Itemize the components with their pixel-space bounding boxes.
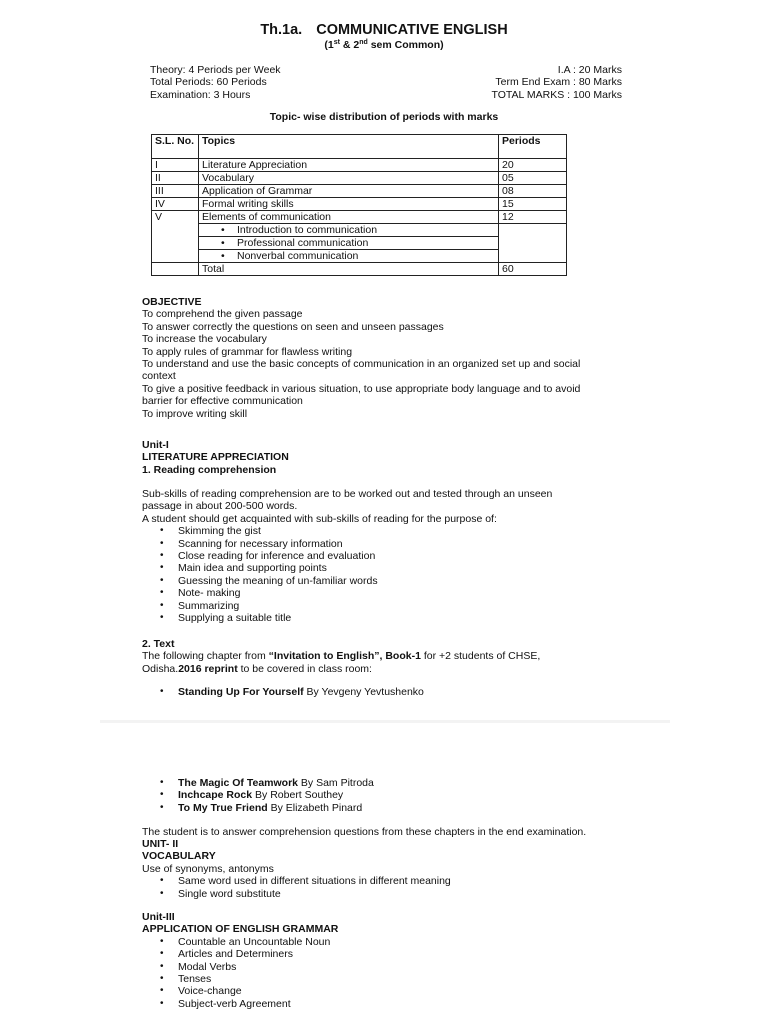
- meta-theory: Theory: 4 Periods per Week: [150, 64, 281, 76]
- list-item: • Supplying a suitable title: [160, 612, 622, 624]
- list-item: • Articles and Determiners: [160, 948, 622, 960]
- page-title: [0, 22, 768, 39]
- unit-2-title: VOCABULARY: [142, 850, 216, 863]
- list-item: • Main idea and supporting points: [160, 562, 622, 574]
- unit-2-section: [142, 838, 622, 900]
- grammar-list: [160, 936, 622, 1010]
- unit-3-label: Unit-III: [142, 911, 175, 923]
- list-item: • The Magic Of Teamwork By Sam Pitroda: [160, 777, 640, 789]
- list-item: • Modal Verbs: [160, 961, 622, 973]
- unit-2-intro: Use of synonyms, antonyms: [142, 862, 274, 875]
- meta-total-marks: TOTAL MARKS : 100 Marks: [491, 88, 622, 101]
- list-item: • Single word substitute: [160, 888, 622, 900]
- chapter-list-1: [160, 686, 640, 698]
- total-label: Total: [199, 263, 499, 276]
- page-subtitle: (1st & 2nd sem Common): [324, 39, 444, 51]
- unit-1-paragraph: Sub-skills of reading comprehension are to be worked out and tested through an unseen passage in about 200-500 words. A student should get acquainted with sub-skills of reading for the purpose of: • Skimming the gist • Scanning for necessary information • Close reading for inference and evaluation • Main idea and supporting points • Guessing the meaning of un-familiar words • Note- making • Summarizing • Supplying a suitable title: [142, 488, 622, 624]
- table-subrow: • Professional communication: [152, 237, 567, 250]
- objective-line: To answer correctly the questions on seen and unseen passages: [142, 320, 444, 333]
- list-item: • Scanning for necessary information: [160, 538, 622, 550]
- unit-1-sub2: 2. Text: [142, 638, 175, 650]
- meta-examination: Examination: 3 Hours: [150, 88, 251, 101]
- objective-heading: OBJECTIVE: [142, 296, 202, 308]
- list-item: • Standing Up For Yourself By Yevgeny Yevtushenko: [160, 686, 640, 698]
- list-item: • Skimming the gist: [160, 525, 622, 537]
- unit-3-title: APPLICATION OF ENGLISH GRAMMAR: [142, 923, 339, 936]
- list-item: • Same word used in different situations in different meaning: [160, 875, 622, 887]
- meta-total-periods: Total Periods: 60 Periods: [150, 76, 267, 89]
- table-total-row: [152, 263, 567, 276]
- course-meta-right: [470, 64, 622, 101]
- objective-section: [142, 296, 622, 420]
- total-periods: 60: [499, 263, 567, 276]
- unit-1-text-section: 2. Text The following chapter from “Invitation to English”, Book-1 for +2 students of CHSE, Odisha.2016 reprint to be covered in class room:: [142, 638, 622, 675]
- unit-3-section: [142, 911, 622, 1010]
- list-item: • To My True Friend By Elizabeth Pinard: [160, 802, 640, 814]
- header-sl: S.L. No.: [152, 135, 199, 159]
- objective-line: barrier for effective communication: [142, 395, 303, 408]
- list-item: • Close reading for inference and evaluation: [160, 550, 622, 562]
- header-topics: Topics: [199, 135, 499, 159]
- objective-line: To increase the vocabulary: [142, 333, 267, 346]
- table-row: I Literature Appreciation 20: [152, 159, 567, 172]
- list-item: • Tenses: [160, 973, 622, 985]
- unit-2-label: UNIT- II: [142, 838, 179, 850]
- table-row: II Vocabulary 05: [152, 172, 567, 185]
- course-title: COMMUNICATIVE ENGLISH: [316, 22, 508, 38]
- table-heading: Topic- wise distribution of periods with marks: [269, 111, 499, 123]
- bullet-icon: •: [221, 224, 225, 236]
- unit-1-sub1: 1. Reading comprehension: [142, 463, 277, 476]
- course-meta-left: [150, 64, 281, 101]
- objective-line: To comprehend the given passage: [142, 308, 303, 321]
- chapter-list-2: [160, 777, 640, 814]
- course-code: Th.1a.: [260, 22, 303, 38]
- table-row: IV Formal writing skills 15: [152, 198, 567, 211]
- objective-line: To give a positive feedback in various situation, to use appropriate body language and to avoid: [142, 382, 581, 395]
- list-item: • Inchcape Rock By Robert Southey: [160, 789, 640, 801]
- unit-1-closing: The student is to answer comprehension questions from these chapters in the end examination.: [142, 826, 587, 838]
- table-row: V Elements of communication 12: [152, 211, 567, 224]
- objective-line: To improve writing skill: [142, 407, 248, 420]
- unit-1-title: LITERATURE APPRECIATION: [142, 451, 289, 464]
- list-item: • Guessing the meaning of un-familiar words: [160, 575, 622, 587]
- period-distribution-table: [151, 134, 567, 276]
- bullet-icon: •: [221, 250, 225, 262]
- list-item: • Note- making: [160, 587, 622, 599]
- meta-ia: I.A : 20 Marks: [557, 64, 622, 76]
- unit-1-label: Unit-I: [142, 439, 169, 451]
- unit-1-header: [142, 439, 622, 476]
- list-item: • Subject-verb Agreement: [160, 998, 622, 1010]
- bullet-icon: •: [221, 237, 225, 249]
- objective-line: To apply rules of grammar for flawless writing: [142, 345, 353, 358]
- list-item: • Countable an Uncountable Noun: [160, 936, 622, 948]
- list-item: • Voice-change: [160, 985, 622, 997]
- list-item: • Summarizing: [160, 600, 622, 612]
- vocabulary-list: [160, 875, 622, 900]
- table-subrow: • Introduction to communication: [152, 224, 567, 237]
- table-subrow: • Nonverbal communication: [152, 250, 567, 263]
- objective-line: To understand and use the basic concepts of communication in an organized set up and social: [142, 358, 581, 371]
- objective-line: context: [142, 370, 176, 383]
- page-divider: [100, 720, 670, 723]
- table-header-row: [152, 135, 567, 159]
- header-periods: Periods: [499, 135, 567, 159]
- table-row: III Application of Grammar 08: [152, 185, 567, 198]
- reading-skills-list: [160, 525, 622, 624]
- meta-term-end: Term End Exam : 80 Marks: [495, 76, 622, 89]
